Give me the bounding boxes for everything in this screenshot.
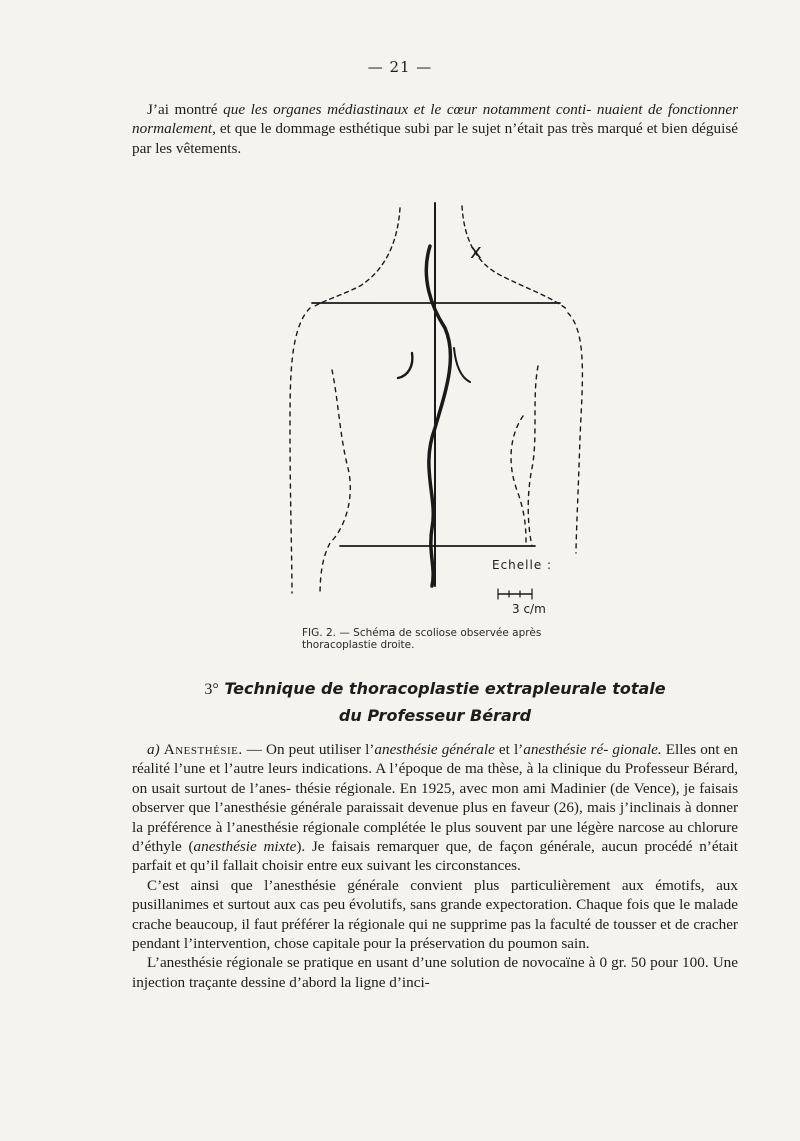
caption-label: FIG. 2. xyxy=(302,627,336,639)
section-title-line1: Technique de thoracoplastie extrapleurale totale xyxy=(224,679,666,698)
caption-text: — Schéma de scoliose observée après thoracoplastie droite. xyxy=(302,627,542,651)
spine-curve xyxy=(426,246,450,586)
neck-left xyxy=(315,208,400,306)
paragraph-anesthesie xyxy=(132,740,738,876)
body-text xyxy=(132,740,738,992)
intro-italic: que les organes médiastinaux et le cœur notamment conti- nuaient de fonctionner normalement, xyxy=(132,101,739,138)
p1-i3: anesthésie mixte xyxy=(193,838,297,856)
p1-prefix: a) xyxy=(147,741,164,758)
section-number: 3° xyxy=(204,681,219,698)
section-title xyxy=(130,676,740,729)
paragraph-regionale: L’anesthésie régionale se pratique en usant d’une solution de novocaïne à 0 gr. 50 pour 100. Une injection traçante dessine d’abord la ligne d’inci- xyxy=(132,954,738,991)
intro-lead: J’ai montré xyxy=(147,101,224,118)
torso-right-inner xyxy=(528,366,538,546)
intro-paragraph xyxy=(132,100,738,158)
p1-b: et l’ xyxy=(494,741,524,758)
waist-right xyxy=(511,416,526,543)
page-number: — 21 — xyxy=(367,58,433,76)
right-scapula xyxy=(454,348,470,382)
p1-c: Elles ont en réalité l’une et l’autre leurs indications. A l’époque de ma thèse, à la clinique du Professeur Bérard, on usait surtout de l’anes- thésie régionale. En 1925, avec mon ami Madinier (de Vence), je faisais observer que l’anesthésie générale paraissait devenue plus en faveur (26), mais j’inclinais à donner la préférence à l’anesthésie régionale complétée le plus souvent par une légère narcose au chlorure d’éthyle ( xyxy=(132,741,739,856)
p1-d: ). Je faisais remarquer que, de façon générale, aucun procédé n’était parfait et qu’il fallait choisir entre eux suivant les circonstances. xyxy=(132,838,738,875)
scale-label: Echelle : xyxy=(492,558,553,572)
left-scapula xyxy=(398,353,412,378)
arm-left-outer xyxy=(290,308,310,593)
p1-a: — On peut utiliser l’ xyxy=(242,741,375,758)
scale-unit: 3 c/m xyxy=(512,602,546,616)
arm-right-outer xyxy=(568,313,582,553)
marker-x: x xyxy=(470,239,482,263)
figure-caption xyxy=(302,627,602,651)
section-title-line2: du Professeur Bérard xyxy=(338,706,532,725)
p1-i1: anesthésie générale xyxy=(374,741,495,758)
intro-rest: et que le dommage esthétique subi par le sujet n’était pas très marqué et bien déguisé par les vêtements. xyxy=(132,120,738,157)
p1-i2: anesthésie ré- gionale. xyxy=(523,741,662,758)
p1-heading: Anesthésie. xyxy=(163,741,243,758)
paragraph-generale: C’est ainsi que l’anesthésie générale convient plus particulièrement aux émotifs, aux pusillanimes et surtout aux cas peu évolutifs, sans grande expectoration. Chaque fois que le malade crache beaucoup, il faut préférer la régionale qui ne supprime pas la faculté de tousser et de cracher pendant l’intervention, chose capitale pour la préservation du poumon sain. xyxy=(132,876,738,953)
torso-left-inner xyxy=(320,370,350,596)
